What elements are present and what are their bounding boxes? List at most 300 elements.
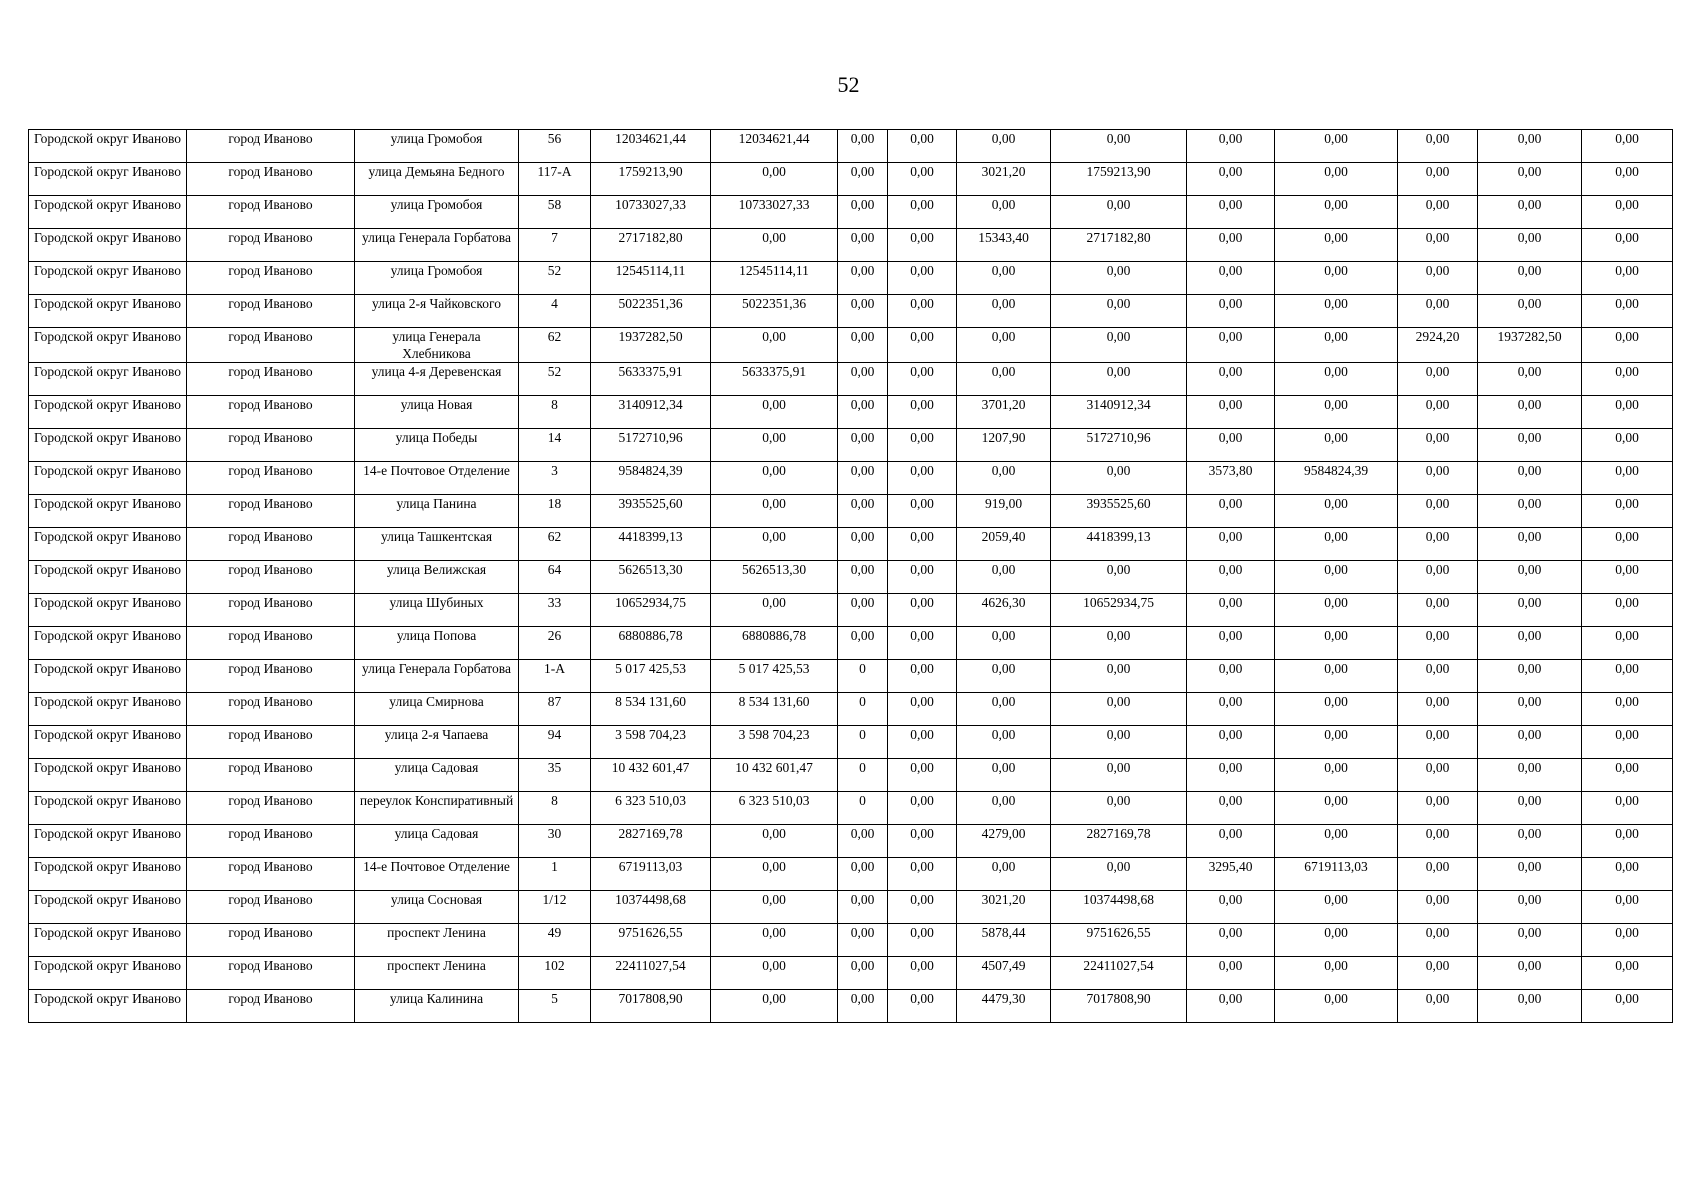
cell-locality: город Иваново — [187, 130, 355, 163]
cell-area-col-13: 0,00 — [1398, 858, 1478, 891]
cell-area-col-11: 0,00 — [1187, 825, 1275, 858]
cell-house-number: 3 — [519, 462, 591, 495]
cell-municipality: Городской округ Иваново — [29, 924, 187, 957]
cell-street: улица Панина — [355, 495, 519, 528]
cell-total-cost: 12545114,11 — [591, 262, 711, 295]
cell-cost-col-8: 0,00 — [888, 462, 957, 495]
cell-cost-col-14: 0,00 — [1478, 759, 1582, 792]
cell-house-number: 33 — [519, 594, 591, 627]
cell-cost-col-10: 0,00 — [1051, 561, 1187, 594]
cell-cost-col-12: 0,00 — [1275, 163, 1398, 196]
cell-cost-col-10: 3935525,60 — [1051, 495, 1187, 528]
cell-cost-col-15: 0,00 — [1582, 957, 1673, 990]
cell-cost-col-6: 3 598 704,23 — [711, 726, 838, 759]
cell-area-col-9: 4479,30 — [957, 990, 1051, 1023]
cell-cost-col-7: 0 — [838, 726, 888, 759]
cell-area-col-13: 0,00 — [1398, 561, 1478, 594]
cell-cost-col-12: 0,00 — [1275, 262, 1398, 295]
cell-house-number: 117-А — [519, 163, 591, 196]
cell-cost-col-12: 0,00 — [1275, 759, 1398, 792]
cell-cost-col-10: 0,00 — [1051, 693, 1187, 726]
cell-cost-col-10: 0,00 — [1051, 627, 1187, 660]
cell-cost-col-6: 5633375,91 — [711, 363, 838, 396]
cell-total-cost: 1937282,50 — [591, 328, 711, 363]
cell-cost-col-8: 0,00 — [888, 594, 957, 627]
cell-cost-col-10: 0,00 — [1051, 660, 1187, 693]
cell-locality: город Иваново — [187, 891, 355, 924]
cell-municipality: Городской округ Иваново — [29, 130, 187, 163]
cell-total-cost: 12034621,44 — [591, 130, 711, 163]
cell-cost-col-6: 0,00 — [711, 229, 838, 262]
table-row — [29, 792, 1673, 825]
cell-cost-col-7: 0,00 — [838, 891, 888, 924]
cell-cost-col-7: 0,00 — [838, 429, 888, 462]
cell-locality: город Иваново — [187, 660, 355, 693]
cell-cost-col-14: 0,00 — [1478, 726, 1582, 759]
cell-cost-col-7: 0 — [838, 759, 888, 792]
table-row — [29, 262, 1673, 295]
cell-area-col-11: 0,00 — [1187, 163, 1275, 196]
cell-cost-col-7: 0,00 — [838, 957, 888, 990]
cell-area-col-13: 0,00 — [1398, 429, 1478, 462]
table-row — [29, 196, 1673, 229]
cell-total-cost: 9584824,39 — [591, 462, 711, 495]
cell-total-cost: 8 534 131,60 — [591, 693, 711, 726]
cell-cost-col-10: 0,00 — [1051, 328, 1187, 363]
cell-cost-col-6: 0,00 — [711, 396, 838, 429]
cell-locality: город Иваново — [187, 957, 355, 990]
cell-cost-col-8: 0,00 — [888, 693, 957, 726]
cell-street: улица Генерала Горбатова — [355, 229, 519, 262]
cell-street: улица Генерала Хлебникова — [355, 328, 519, 363]
cell-area-col-11: 0,00 — [1187, 924, 1275, 957]
cell-cost-col-15: 0,00 — [1582, 561, 1673, 594]
cell-cost-col-14: 0,00 — [1478, 295, 1582, 328]
cell-cost-col-14: 0,00 — [1478, 196, 1582, 229]
cell-area-col-13: 0,00 — [1398, 594, 1478, 627]
cell-cost-col-12: 0,00 — [1275, 328, 1398, 363]
cell-area-col-11: 0,00 — [1187, 792, 1275, 825]
cell-area-col-9: 0,00 — [957, 726, 1051, 759]
cell-area-col-13: 0,00 — [1398, 462, 1478, 495]
cell-locality: город Иваново — [187, 462, 355, 495]
cell-cost-col-14: 0,00 — [1478, 130, 1582, 163]
cell-cost-col-7: 0,00 — [838, 495, 888, 528]
cell-house-number: 64 — [519, 561, 591, 594]
cell-street: проспект Ленина — [355, 924, 519, 957]
cell-street: улица Велижская — [355, 561, 519, 594]
cell-area-col-9: 15343,40 — [957, 229, 1051, 262]
cell-street: улица Громобоя — [355, 196, 519, 229]
cell-area-col-13: 2924,20 — [1398, 328, 1478, 363]
cell-cost-col-14: 0,00 — [1478, 891, 1582, 924]
cell-total-cost: 10 432 601,47 — [591, 759, 711, 792]
cell-cost-col-10: 0,00 — [1051, 130, 1187, 163]
cell-cost-col-12: 0,00 — [1275, 295, 1398, 328]
cell-house-number: 4 — [519, 295, 591, 328]
cell-cost-col-7: 0,00 — [838, 396, 888, 429]
cell-cost-col-14: 0,00 — [1478, 792, 1582, 825]
cell-area-col-11: 0,00 — [1187, 363, 1275, 396]
table-row — [29, 726, 1673, 759]
cell-cost-col-6: 0,00 — [711, 990, 838, 1023]
cell-cost-col-7: 0 — [838, 792, 888, 825]
cell-cost-col-8: 0,00 — [888, 130, 957, 163]
cell-cost-col-14: 0,00 — [1478, 594, 1582, 627]
cell-cost-col-14: 0,00 — [1478, 262, 1582, 295]
cell-area-col-11: 0,00 — [1187, 396, 1275, 429]
cell-cost-col-8: 0,00 — [888, 726, 957, 759]
cell-cost-col-10: 0,00 — [1051, 858, 1187, 891]
cell-area-col-9: 0,00 — [957, 627, 1051, 660]
cell-area-col-9: 0,00 — [957, 262, 1051, 295]
cell-cost-col-7: 0,00 — [838, 858, 888, 891]
cell-street: улица Новая — [355, 396, 519, 429]
cell-cost-col-15: 0,00 — [1582, 825, 1673, 858]
cell-cost-col-12: 0,00 — [1275, 396, 1398, 429]
cell-cost-col-6: 5626513,30 — [711, 561, 838, 594]
cell-cost-col-7: 0,00 — [838, 561, 888, 594]
cell-cost-col-12: 0,00 — [1275, 924, 1398, 957]
cell-house-number: 14 — [519, 429, 591, 462]
cell-cost-col-10: 0,00 — [1051, 363, 1187, 396]
cell-cost-col-12: 0,00 — [1275, 594, 1398, 627]
cell-cost-col-15: 0,00 — [1582, 229, 1673, 262]
cell-cost-col-6: 0,00 — [711, 328, 838, 363]
cell-house-number: 62 — [519, 328, 591, 363]
cell-cost-col-10: 5172710,96 — [1051, 429, 1187, 462]
cell-street: улица 2-я Чапаева — [355, 726, 519, 759]
cell-area-col-9: 0,00 — [957, 693, 1051, 726]
cell-house-number: 58 — [519, 196, 591, 229]
cell-area-col-9: 3021,20 — [957, 163, 1051, 196]
cell-cost-col-15: 0,00 — [1582, 396, 1673, 429]
table-row — [29, 528, 1673, 561]
table-row — [29, 957, 1673, 990]
cell-cost-col-14: 0,00 — [1478, 990, 1582, 1023]
cell-cost-col-7: 0,00 — [838, 990, 888, 1023]
table-row — [29, 660, 1673, 693]
cell-house-number: 102 — [519, 957, 591, 990]
cell-cost-col-8: 0,00 — [888, 858, 957, 891]
cell-locality: город Иваново — [187, 792, 355, 825]
cell-area-col-9: 4279,00 — [957, 825, 1051, 858]
cell-cost-col-7: 0,00 — [838, 594, 888, 627]
cell-cost-col-8: 0,00 — [888, 163, 957, 196]
cell-cost-col-15: 0,00 — [1582, 924, 1673, 957]
cell-total-cost: 5022351,36 — [591, 295, 711, 328]
cell-cost-col-10: 0,00 — [1051, 262, 1187, 295]
cell-locality: город Иваново — [187, 561, 355, 594]
cell-cost-col-10: 0,00 — [1051, 726, 1187, 759]
cell-total-cost: 5633375,91 — [591, 363, 711, 396]
cell-municipality: Городской округ Иваново — [29, 858, 187, 891]
cell-cost-col-10: 0,00 — [1051, 759, 1187, 792]
cell-street: 14-е Почтовое Отделение — [355, 462, 519, 495]
cell-cost-col-7: 0,00 — [838, 130, 888, 163]
cell-cost-col-8: 0,00 — [888, 295, 957, 328]
cell-area-col-11: 0,00 — [1187, 495, 1275, 528]
cell-cost-col-7: 0,00 — [838, 229, 888, 262]
cell-street: улица Садовая — [355, 825, 519, 858]
cell-municipality: Городской округ Иваново — [29, 990, 187, 1023]
cell-cost-col-8: 0,00 — [888, 759, 957, 792]
table-row — [29, 328, 1673, 363]
cell-cost-col-14: 0,00 — [1478, 924, 1582, 957]
cell-locality: город Иваново — [187, 858, 355, 891]
cell-cost-col-15: 0,00 — [1582, 130, 1673, 163]
cell-cost-col-10: 22411027,54 — [1051, 957, 1187, 990]
cell-cost-col-12: 0,00 — [1275, 196, 1398, 229]
cell-street: улица Шубиных — [355, 594, 519, 627]
cell-area-col-11: 0,00 — [1187, 561, 1275, 594]
cell-cost-col-14: 0,00 — [1478, 627, 1582, 660]
cell-cost-col-6: 0,00 — [711, 594, 838, 627]
cell-total-cost: 1759213,90 — [591, 163, 711, 196]
table-row — [29, 495, 1673, 528]
cell-area-col-9: 0,00 — [957, 295, 1051, 328]
cell-locality: город Иваново — [187, 163, 355, 196]
cell-area-col-13: 0,00 — [1398, 495, 1478, 528]
cell-house-number: 52 — [519, 363, 591, 396]
cell-area-col-11: 0,00 — [1187, 726, 1275, 759]
cell-cost-col-8: 0,00 — [888, 363, 957, 396]
cell-area-col-9: 3701,20 — [957, 396, 1051, 429]
table-row — [29, 429, 1673, 462]
cell-municipality: Городской округ Иваново — [29, 957, 187, 990]
cell-locality: город Иваново — [187, 528, 355, 561]
cell-cost-col-8: 0,00 — [888, 825, 957, 858]
cell-area-col-13: 0,00 — [1398, 262, 1478, 295]
table-row — [29, 130, 1673, 163]
cell-area-col-11: 0,00 — [1187, 957, 1275, 990]
cell-cost-col-10: 2827169,78 — [1051, 825, 1187, 858]
cell-cost-col-15: 0,00 — [1582, 295, 1673, 328]
cell-cost-col-10: 0,00 — [1051, 295, 1187, 328]
cell-cost-col-7: 0,00 — [838, 363, 888, 396]
cell-area-col-9: 4626,30 — [957, 594, 1051, 627]
cell-house-number: 62 — [519, 528, 591, 561]
cell-area-col-11: 0,00 — [1187, 262, 1275, 295]
cell-street: улица 2-я Чайковского — [355, 295, 519, 328]
cell-cost-col-7: 0,00 — [838, 163, 888, 196]
cell-cost-col-14: 0,00 — [1478, 429, 1582, 462]
cell-municipality: Городской округ Иваново — [29, 726, 187, 759]
cell-area-col-11: 0,00 — [1187, 594, 1275, 627]
cell-cost-col-6: 0,00 — [711, 891, 838, 924]
cell-locality: город Иваново — [187, 759, 355, 792]
housing-registry-table — [28, 129, 1673, 1023]
cell-area-col-11: 0,00 — [1187, 295, 1275, 328]
table-row — [29, 229, 1673, 262]
cell-house-number: 18 — [519, 495, 591, 528]
cell-total-cost: 6880886,78 — [591, 627, 711, 660]
cell-cost-col-7: 0,00 — [838, 627, 888, 660]
cell-area-col-11: 3295,40 — [1187, 858, 1275, 891]
cell-municipality: Городской округ Иваново — [29, 229, 187, 262]
cell-total-cost: 5172710,96 — [591, 429, 711, 462]
cell-locality: город Иваново — [187, 229, 355, 262]
cell-cost-col-15: 0,00 — [1582, 858, 1673, 891]
cell-area-col-13: 0,00 — [1398, 759, 1478, 792]
cell-cost-col-14: 0,00 — [1478, 693, 1582, 726]
cell-total-cost: 6 323 510,03 — [591, 792, 711, 825]
cell-municipality: Городской округ Иваново — [29, 363, 187, 396]
cell-total-cost: 3935525,60 — [591, 495, 711, 528]
cell-area-col-9: 3021,20 — [957, 891, 1051, 924]
cell-cost-col-12: 0,00 — [1275, 825, 1398, 858]
cell-area-col-13: 0,00 — [1398, 693, 1478, 726]
cell-municipality: Городской округ Иваново — [29, 825, 187, 858]
cell-street: улица Победы — [355, 429, 519, 462]
cell-area-col-13: 0,00 — [1398, 990, 1478, 1023]
cell-cost-col-10: 4418399,13 — [1051, 528, 1187, 561]
cell-locality: город Иваново — [187, 726, 355, 759]
table-row — [29, 594, 1673, 627]
cell-municipality: Городской округ Иваново — [29, 295, 187, 328]
cell-cost-col-12: 0,00 — [1275, 693, 1398, 726]
cell-cost-col-15: 0,00 — [1582, 163, 1673, 196]
cell-locality: город Иваново — [187, 594, 355, 627]
cell-municipality: Городской округ Иваново — [29, 429, 187, 462]
cell-street: улица Садовая — [355, 759, 519, 792]
table-row — [29, 396, 1673, 429]
cell-area-col-11: 0,00 — [1187, 627, 1275, 660]
cell-house-number: 56 — [519, 130, 591, 163]
cell-street: переулок Конспиративный — [355, 792, 519, 825]
table-row — [29, 990, 1673, 1023]
cell-cost-col-12: 9584824,39 — [1275, 462, 1398, 495]
cell-street: улица Сосновая — [355, 891, 519, 924]
cell-locality: город Иваново — [187, 825, 355, 858]
cell-house-number: 1 — [519, 858, 591, 891]
table-row — [29, 561, 1673, 594]
cell-cost-col-8: 0,00 — [888, 396, 957, 429]
cell-area-col-13: 0,00 — [1398, 660, 1478, 693]
cell-cost-col-15: 0,00 — [1582, 990, 1673, 1023]
cell-cost-col-8: 0,00 — [888, 990, 957, 1023]
cell-cost-col-8: 0,00 — [888, 957, 957, 990]
cell-cost-col-14: 0,00 — [1478, 561, 1582, 594]
cell-area-col-9: 0,00 — [957, 660, 1051, 693]
cell-area-col-13: 0,00 — [1398, 196, 1478, 229]
cell-area-col-11: 0,00 — [1187, 660, 1275, 693]
cell-cost-col-15: 0,00 — [1582, 627, 1673, 660]
cell-cost-col-14: 0,00 — [1478, 660, 1582, 693]
cell-area-col-9: 4507,49 — [957, 957, 1051, 990]
cell-cost-col-10: 9751626,55 — [1051, 924, 1187, 957]
table-row — [29, 858, 1673, 891]
cell-cost-col-8: 0,00 — [888, 429, 957, 462]
cell-cost-col-12: 0,00 — [1275, 363, 1398, 396]
cell-locality: город Иваново — [187, 295, 355, 328]
cell-municipality: Городской округ Иваново — [29, 163, 187, 196]
cell-cost-col-8: 0,00 — [888, 328, 957, 363]
cell-street: улица Попова — [355, 627, 519, 660]
cell-cost-col-12: 0,00 — [1275, 957, 1398, 990]
cell-area-col-13: 0,00 — [1398, 825, 1478, 858]
table-row — [29, 759, 1673, 792]
cell-locality: город Иваново — [187, 328, 355, 363]
cell-area-col-11: 0,00 — [1187, 759, 1275, 792]
cell-cost-col-12: 0,00 — [1275, 229, 1398, 262]
cell-cost-col-15: 0,00 — [1582, 363, 1673, 396]
cell-municipality: Городской округ Иваново — [29, 594, 187, 627]
cell-area-col-13: 0,00 — [1398, 891, 1478, 924]
cell-area-col-13: 0,00 — [1398, 295, 1478, 328]
cell-cost-col-7: 0,00 — [838, 462, 888, 495]
cell-cost-col-15: 0,00 — [1582, 759, 1673, 792]
table-row — [29, 363, 1673, 396]
cell-cost-col-8: 0,00 — [888, 891, 957, 924]
cell-area-col-11: 0,00 — [1187, 990, 1275, 1023]
cell-area-col-13: 0,00 — [1398, 528, 1478, 561]
cell-street: проспект Ленина — [355, 957, 519, 990]
table-row — [29, 924, 1673, 957]
cell-area-col-11: 0,00 — [1187, 429, 1275, 462]
cell-cost-col-10: 2717182,80 — [1051, 229, 1187, 262]
cell-area-col-9: 0,00 — [957, 792, 1051, 825]
cell-cost-col-14: 0,00 — [1478, 229, 1582, 262]
cell-cost-col-6: 12545114,11 — [711, 262, 838, 295]
cell-cost-col-10: 0,00 — [1051, 462, 1187, 495]
cell-cost-col-15: 0,00 — [1582, 528, 1673, 561]
cell-locality: город Иваново — [187, 196, 355, 229]
cell-cost-col-8: 0,00 — [888, 229, 957, 262]
cell-cost-col-6: 0,00 — [711, 462, 838, 495]
cell-cost-col-14: 0,00 — [1478, 495, 1582, 528]
cell-locality: город Иваново — [187, 693, 355, 726]
cell-cost-col-14: 0,00 — [1478, 363, 1582, 396]
cell-cost-col-6: 0,00 — [711, 825, 838, 858]
cell-street: улица Калинина — [355, 990, 519, 1023]
cell-cost-col-8: 0,00 — [888, 660, 957, 693]
cell-street: улица Громобоя — [355, 130, 519, 163]
cell-street: 14-е Почтовое Отделение — [355, 858, 519, 891]
cell-total-cost: 10374498,68 — [591, 891, 711, 924]
cell-area-col-11: 0,00 — [1187, 196, 1275, 229]
cell-cost-col-7: 0,00 — [838, 528, 888, 561]
cell-cost-col-12: 0,00 — [1275, 792, 1398, 825]
cell-cost-col-12: 0,00 — [1275, 990, 1398, 1023]
cell-cost-col-14: 0,00 — [1478, 858, 1582, 891]
cell-cost-col-15: 0,00 — [1582, 594, 1673, 627]
cell-area-col-13: 0,00 — [1398, 627, 1478, 660]
cell-cost-col-15: 0,00 — [1582, 693, 1673, 726]
cell-cost-col-14: 0,00 — [1478, 528, 1582, 561]
cell-area-col-9: 2059,40 — [957, 528, 1051, 561]
cell-area-col-13: 0,00 — [1398, 726, 1478, 759]
cell-municipality: Городской округ Иваново — [29, 561, 187, 594]
cell-area-col-9: 0,00 — [957, 759, 1051, 792]
cell-house-number: 8 — [519, 396, 591, 429]
cell-house-number: 5 — [519, 990, 591, 1023]
cell-area-col-11: 0,00 — [1187, 328, 1275, 363]
table-row — [29, 891, 1673, 924]
cell-house-number: 7 — [519, 229, 591, 262]
cell-area-col-9: 1207,90 — [957, 429, 1051, 462]
cell-area-col-9: 0,00 — [957, 462, 1051, 495]
cell-cost-col-15: 0,00 — [1582, 792, 1673, 825]
cell-house-number: 49 — [519, 924, 591, 957]
cell-total-cost: 4418399,13 — [591, 528, 711, 561]
cell-locality: город Иваново — [187, 396, 355, 429]
cell-cost-col-8: 0,00 — [888, 561, 957, 594]
cell-cost-col-10: 3140912,34 — [1051, 396, 1187, 429]
cell-street: улица Ташкентская — [355, 528, 519, 561]
cell-area-col-11: 3573,80 — [1187, 462, 1275, 495]
cell-area-col-11: 0,00 — [1187, 229, 1275, 262]
